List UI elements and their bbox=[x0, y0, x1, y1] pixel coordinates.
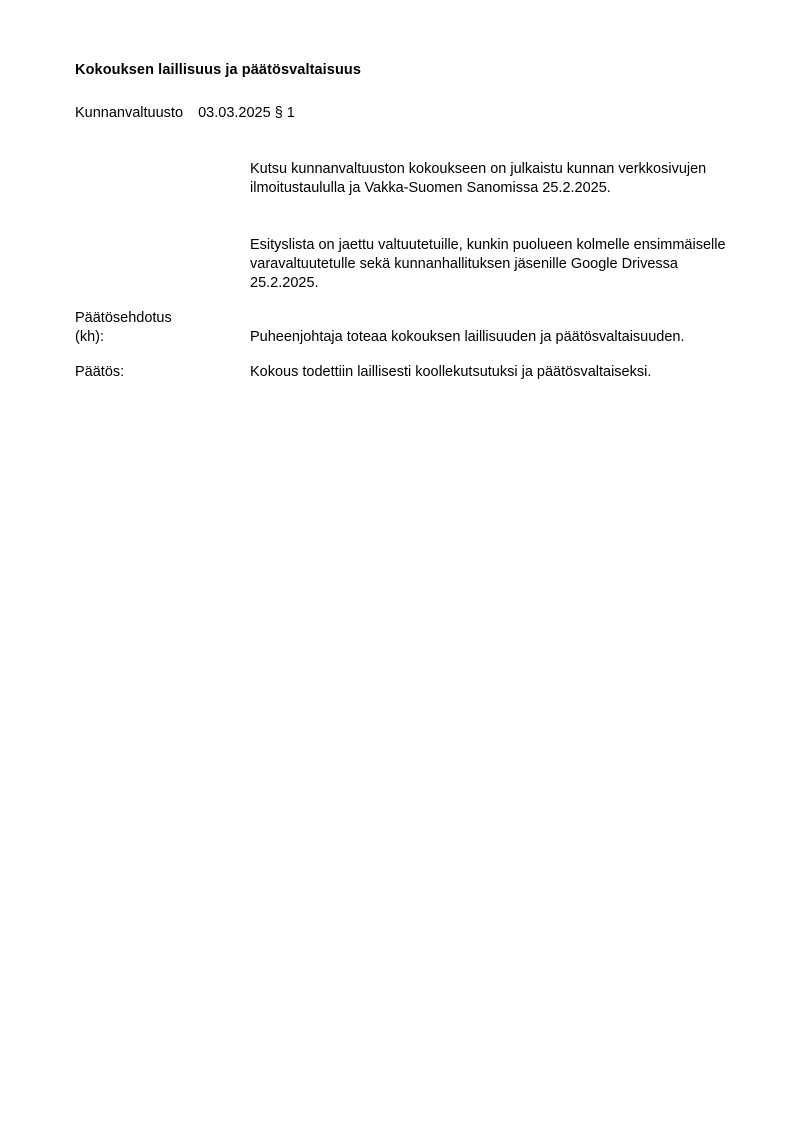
paragraph-invitation: Kutsu kunnanvaltuuston kokoukseen on julkaistu kunnan verkkosivujen ilmoitustaululla ja Vakka-Suomen Sanomissa 25.2.2025. bbox=[250, 161, 707, 197]
proposal-label-line1: Päätösehdotus bbox=[75, 310, 172, 326]
meeting-body-label: Kunnanvaltuusto bbox=[75, 105, 184, 121]
proposal-label-line2: (kh): bbox=[75, 329, 104, 346]
decision-text: Kokous todettiin laillisesti koollekutsutuksi ja päätösvaltaiseksi. bbox=[250, 364, 652, 380]
proposal-label bbox=[75, 309, 172, 347]
page-title: Kokouksen laillisuus ja päätösvaltaisuus bbox=[75, 62, 362, 78]
proposal-text: Puheenjohtaja toteaa kokouksen laillisuuden ja päätösvaltaisuuden. bbox=[250, 329, 685, 345]
meeting-date-label: 03.03.2025 § 1 bbox=[198, 105, 295, 121]
decision-label-line1: Päätös: bbox=[75, 364, 125, 380]
meeting-meta bbox=[75, 105, 295, 121]
decision-label bbox=[75, 363, 124, 382]
paragraph-agenda: Esityslista on jaettu valtuutetuille, kunkin puolueen kolmelle ensimmäiselle varavaltuutetulle sekä kunnanhallituksen jäsenille Google Drivessa 25.2.2025. bbox=[250, 237, 726, 292]
